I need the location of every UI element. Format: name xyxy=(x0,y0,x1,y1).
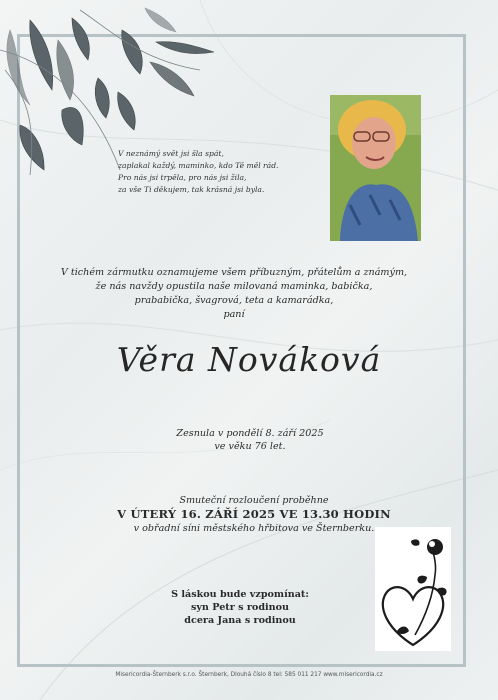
farewell-intro: Smuteční rozloučení proběhne xyxy=(179,495,329,506)
remembrance-intro: S láskou bude vzpomínat: xyxy=(171,589,309,600)
announcement xyxy=(60,266,408,322)
poem-line: za vše Ti děkujem, tak krásná jsi byla. xyxy=(118,185,265,194)
portrait-photo xyxy=(330,95,421,241)
farewell-date: V ÚTERÝ 16. ZÁŘÍ 2025 VE 13.30 HODIN xyxy=(117,507,391,521)
poem-line: zaplakal každý, maminko, kdo Tě měl rád. xyxy=(118,161,279,170)
poem-line: V neznámý svět jsi šla spát, xyxy=(118,149,224,158)
announcement-line: paní xyxy=(223,309,245,320)
announcement-line: V tichém zármutku oznamujeme všem příbuzným, přátelům a známým, xyxy=(60,267,408,278)
remembrance xyxy=(150,588,330,627)
remembrance-son: syn Petr s rodinou xyxy=(190,602,290,613)
announcement-line: prababička, švagrová, teta a kamarádka, xyxy=(134,295,334,306)
farewell-place: v obřadní síni městského hřbitova ve Šternberku. xyxy=(133,523,375,534)
deceased-name: Věra Nováková xyxy=(116,340,382,379)
announcement-line: že nás navždy opustila naše milovaná maminka, babička, xyxy=(95,281,373,292)
footer-contact: Misericordia-Šternberk s.r.o. Šternberk, Dlouhá číslo 8 tel: 585 011 217 www.misericordia.cz xyxy=(115,672,383,678)
poem xyxy=(118,148,318,196)
death-age: ve věku 76 let. xyxy=(214,441,286,452)
heart-rose-decoration-icon xyxy=(375,527,451,651)
death-date: Zesnula v pondělí 8. září 2025 xyxy=(176,428,324,439)
death-info xyxy=(110,427,390,453)
remembrance-daughter: dcera Jana s rodinou xyxy=(184,615,296,626)
poem-line: Pro nás jsi trpěla, pro nás jsi žila, xyxy=(118,173,247,182)
